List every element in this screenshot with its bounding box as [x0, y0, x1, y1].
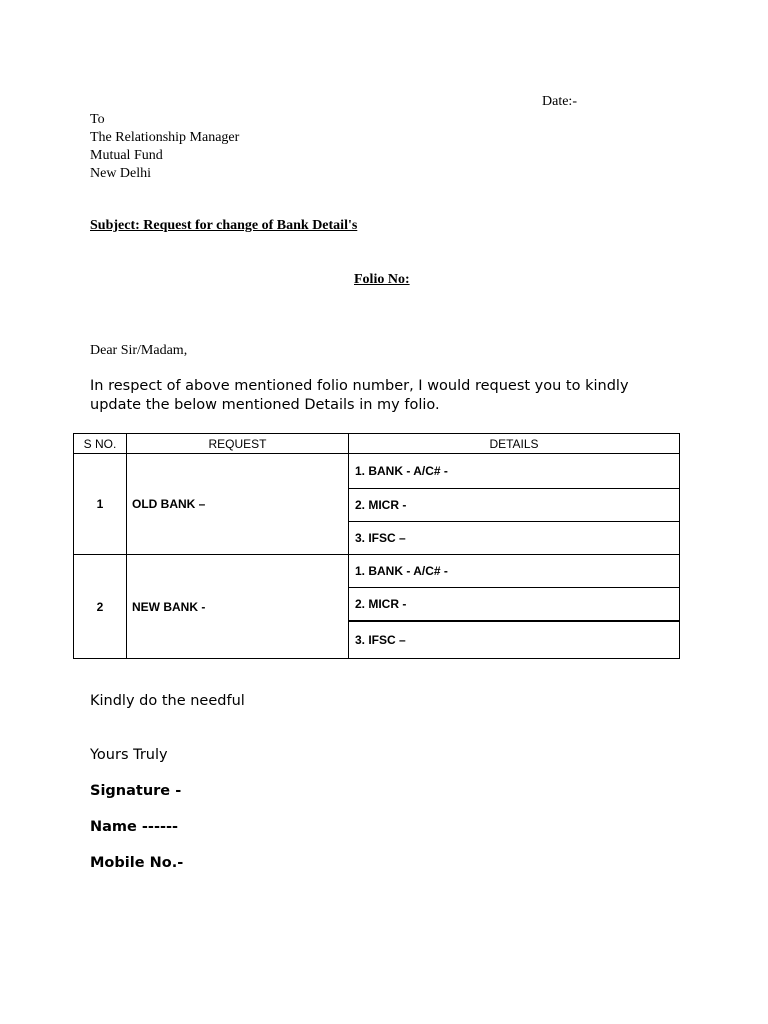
bank-change-request-table [73, 433, 680, 659]
detail-cell: 1. BANK - A/C# - [349, 555, 680, 588]
table-row [74, 555, 680, 588]
subject-line: Subject: Request for change of Bank Detail's [90, 218, 358, 233]
sno-cell: 1 [74, 454, 127, 555]
name-label: Name ------ [90, 819, 179, 835]
address-line: To [90, 112, 105, 127]
salutation: Dear Sir/Madam, [90, 343, 188, 358]
address-line: The Relationship Manager [90, 130, 240, 145]
detail-cell: 2. MICR - [349, 588, 680, 622]
recipient-address [90, 111, 239, 183]
detail-cell: 2. MICR - [349, 489, 680, 522]
address-line: Mutual Fund [90, 148, 163, 163]
detail-cell: 3. IFSC – [349, 522, 680, 555]
sign-off: Yours Truly [90, 747, 168, 763]
header-sno: S NO. [74, 434, 127, 454]
detail-cell: 3. IFSC – [349, 621, 680, 659]
request-cell: OLD BANK – [127, 454, 349, 555]
header-request: REQUEST [127, 434, 349, 454]
closing-line: Kindly do the needful [90, 693, 245, 709]
signature-label: Signature - [90, 783, 182, 799]
table-row [74, 454, 680, 489]
address-line: New Delhi [90, 166, 152, 181]
sno-cell: 2 [74, 555, 127, 659]
folio-number-label: Folio No: [354, 272, 410, 287]
mobile-number-label: Mobile No.- [90, 855, 184, 871]
header-details: DETAILS [349, 434, 680, 454]
request-cell: NEW BANK - [127, 555, 349, 659]
detail-cell: 1. BANK - A/C# - [349, 454, 680, 489]
body-paragraph: In respect of above mentioned folio number, I would request you to kindly update the below mentioned Details in my folio. [90, 378, 629, 413]
date-label: Date:- [542, 94, 577, 109]
